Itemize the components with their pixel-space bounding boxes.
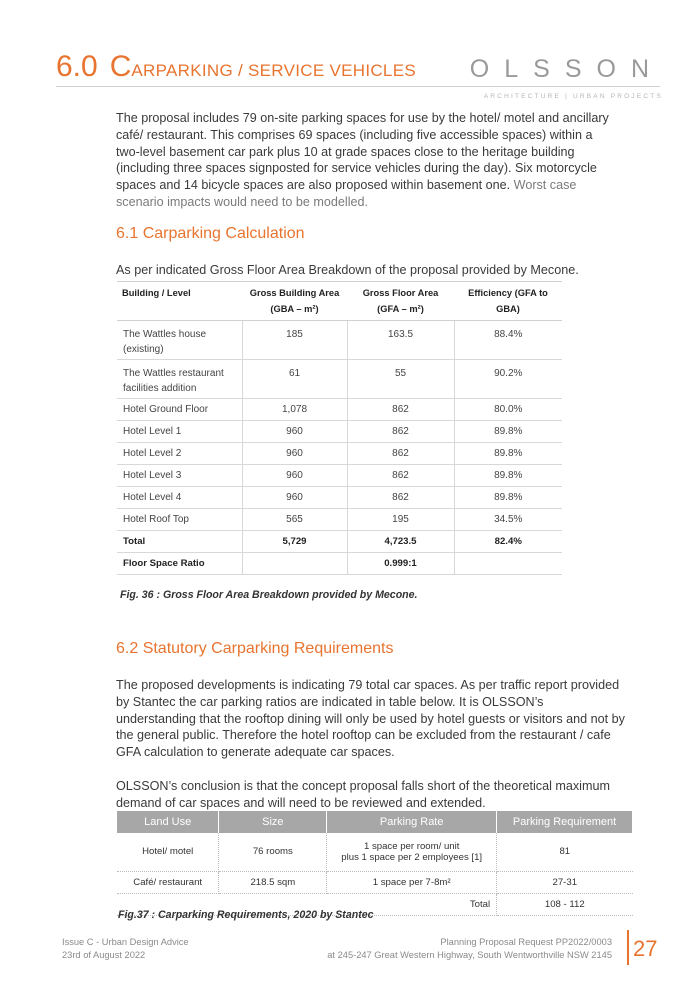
conclusion-paragraph: OLSSON’s conclusion is that the concept proposal falls short of the theoretical maximum demand of car spaces and will need to be reviewed and extended. bbox=[116, 779, 610, 810]
cell-efficiency: 82.4% bbox=[454, 531, 562, 553]
cell-fsr-label: Floor Space Ratio bbox=[117, 553, 242, 575]
cell-level: Hotel Ground Floor bbox=[117, 399, 242, 421]
cell-gba: 960 bbox=[242, 443, 347, 465]
cell-efficiency: 89.8% bbox=[454, 443, 562, 465]
col-header-parking-rate: Parking Rate bbox=[327, 811, 497, 833]
cell-size: 76 rooms bbox=[219, 833, 327, 871]
table-total-row bbox=[117, 531, 562, 553]
col-header-land-use: Land Use bbox=[117, 811, 219, 833]
intro-muted-text: Worst case scenario impacts would need to be modelled. bbox=[116, 178, 577, 209]
table-row bbox=[117, 321, 562, 360]
cell-level: The Wattles house (existing) bbox=[117, 321, 242, 360]
cell-gfa: 862 bbox=[347, 443, 454, 465]
cell-level: Total bbox=[117, 531, 242, 553]
col-header-building: Building / Level bbox=[117, 282, 242, 321]
gfa-breakdown-table bbox=[117, 281, 562, 575]
cell-total-label: Total bbox=[117, 893, 497, 915]
cell-efficiency: 89.8% bbox=[454, 465, 562, 487]
table-fsr-row bbox=[117, 553, 562, 575]
heading-statutory-requirements: 6.2 Statutory Carparking Requirements bbox=[116, 640, 394, 657]
footer-address: at 245-247 Great Western Highway, South Wentworthville NSW 2145 bbox=[327, 950, 612, 960]
cell-land-use: Café/ restaurant bbox=[117, 871, 219, 893]
section-number: 6.0 bbox=[56, 50, 98, 83]
cell-gfa: 862 bbox=[347, 421, 454, 443]
cell-efficiency: 34.5% bbox=[454, 509, 562, 531]
cell-gfa: 862 bbox=[347, 465, 454, 487]
table-row bbox=[117, 360, 562, 399]
section-title-initial: C bbox=[109, 50, 132, 83]
parking-rate-line: plus 1 space per 2 employees [1] bbox=[341, 851, 483, 863]
parking-rate-line: 1 space per room/ unit bbox=[363, 840, 460, 852]
cell-level: Hotel Roof Top bbox=[117, 509, 242, 531]
intro-paragraph bbox=[116, 110, 616, 211]
cell-level: The Wattles restaurant facilities addition bbox=[117, 360, 242, 399]
cell-level: Hotel Level 1 bbox=[117, 421, 242, 443]
figure-37-caption: Fig.37 : Carparking Requirements, 2020 by Stantec bbox=[118, 909, 374, 921]
cell-gfa: 195 bbox=[347, 509, 454, 531]
requirements-paragraph: The proposed developments is indicating 79 total car spaces. As per traffic report provided by Stantec the car parking ratios are indicated in table below. It is OLSSON’s understanding that the rooftop dining will only be used by hotel guests or visitors and not by the general public. Therefore the hotel rooftop can be excluded from the restaurant / cafe GFA calculation to generate adequate car spaces. bbox=[116, 678, 625, 760]
gfa-lead-text: As per indicated Gross Floor Area Breakdown of the proposal provided by Mecone. bbox=[116, 263, 579, 277]
figure-36-caption: Fig. 36 : Gross Floor Area Breakdown provided by Mecone. bbox=[120, 589, 418, 601]
footer-date: 23rd of August 2022 bbox=[62, 950, 146, 960]
cell-size: 218.5 sqm bbox=[219, 871, 327, 893]
cell-gfa: 862 bbox=[347, 487, 454, 509]
cell-efficiency: 89.8% bbox=[454, 421, 562, 443]
page-number: 27 bbox=[633, 936, 658, 961]
section-title bbox=[56, 50, 416, 84]
cell-fsr-value: 0.999:1 bbox=[347, 553, 454, 575]
cell-parking-rate bbox=[327, 833, 497, 871]
cell-gfa: 4,723.5 bbox=[347, 531, 454, 553]
cell-gba: 960 bbox=[242, 465, 347, 487]
table-row bbox=[117, 509, 562, 531]
col-header-efficiency: Efficiency (GFA to GBA) bbox=[454, 282, 562, 321]
table-row bbox=[117, 399, 562, 421]
cell-total-value: 108 - 112 bbox=[497, 893, 633, 915]
cell-gfa: 163.5 bbox=[347, 321, 454, 360]
cell-level: Hotel Level 2 bbox=[117, 443, 242, 465]
col-header-parking-requirement: Parking Requirement bbox=[497, 811, 633, 833]
table-header-row bbox=[117, 811, 633, 833]
footer-issue-block bbox=[62, 936, 189, 962]
cell-efficiency: 80.0% bbox=[454, 399, 562, 421]
table-row bbox=[117, 465, 562, 487]
cell-gba: 61 bbox=[242, 360, 347, 399]
col-header-size: Size bbox=[219, 811, 327, 833]
olsson-logo: OLSSON bbox=[469, 55, 664, 83]
footer-divider bbox=[627, 930, 629, 965]
table-row bbox=[117, 833, 633, 871]
cell-parking-rate: 1 space per 7-8m² bbox=[327, 871, 497, 893]
table-row bbox=[117, 443, 562, 465]
footer-project-block bbox=[327, 936, 612, 962]
cell-level: Hotel Level 3 bbox=[117, 465, 242, 487]
cell-requirement: 27-31 bbox=[497, 871, 633, 893]
col-header-gba: Gross Building Area (GBA – m²) bbox=[242, 282, 347, 321]
cell-efficiency: 88.4% bbox=[454, 321, 562, 360]
cell-fsr-empty bbox=[454, 553, 562, 575]
parking-requirements-table bbox=[117, 811, 633, 916]
header-divider bbox=[56, 86, 660, 87]
cell-gfa: 862 bbox=[347, 399, 454, 421]
section-title-rest: ARPARKING / SERVICE VEHICLES bbox=[131, 61, 416, 80]
cell-requirement: 81 bbox=[497, 833, 633, 871]
cell-gba: 5,729 bbox=[242, 531, 347, 553]
heading-carparking-calculation: 6.1 Carparking Calculation bbox=[116, 225, 305, 242]
footer-request: Planning Proposal Request PP2022/0003 bbox=[440, 937, 612, 947]
cell-efficiency: 89.8% bbox=[454, 487, 562, 509]
cell-fsr-empty bbox=[242, 553, 347, 575]
logo-tagline: ARCHITECTURE | URBAN PROJECTS bbox=[483, 93, 663, 100]
cell-gba: 185 bbox=[242, 321, 347, 360]
footer-issue: Issue C - Urban Design Advice bbox=[62, 937, 189, 947]
col-header-gfa: Gross Floor Area (GFA – m²) bbox=[347, 282, 454, 321]
cell-level: Hotel Level 4 bbox=[117, 487, 242, 509]
cell-efficiency: 90.2% bbox=[454, 360, 562, 399]
cell-gba: 960 bbox=[242, 487, 347, 509]
table-header-row bbox=[117, 282, 562, 321]
cell-land-use: Hotel/ motel bbox=[117, 833, 219, 871]
table-row bbox=[117, 871, 633, 893]
table-row bbox=[117, 421, 562, 443]
cell-gfa: 55 bbox=[347, 360, 454, 399]
intro-text: The proposal includes 79 on-site parking spaces for use by the hotel/ motel and ancillary café/ restaurant. This comprises 69 spaces (including five accessible spaces) within a two-level basement car park plus 10 at grade spaces close to the heritage building (including three spaces signposted for service vehicles during the day). Six motorcycle spaces and 14 bicycle spaces are also proposed within basement one. bbox=[116, 111, 609, 193]
table-row bbox=[117, 487, 562, 509]
cell-gba: 1,078 bbox=[242, 399, 347, 421]
cell-gba: 960 bbox=[242, 421, 347, 443]
cell-gba: 565 bbox=[242, 509, 347, 531]
